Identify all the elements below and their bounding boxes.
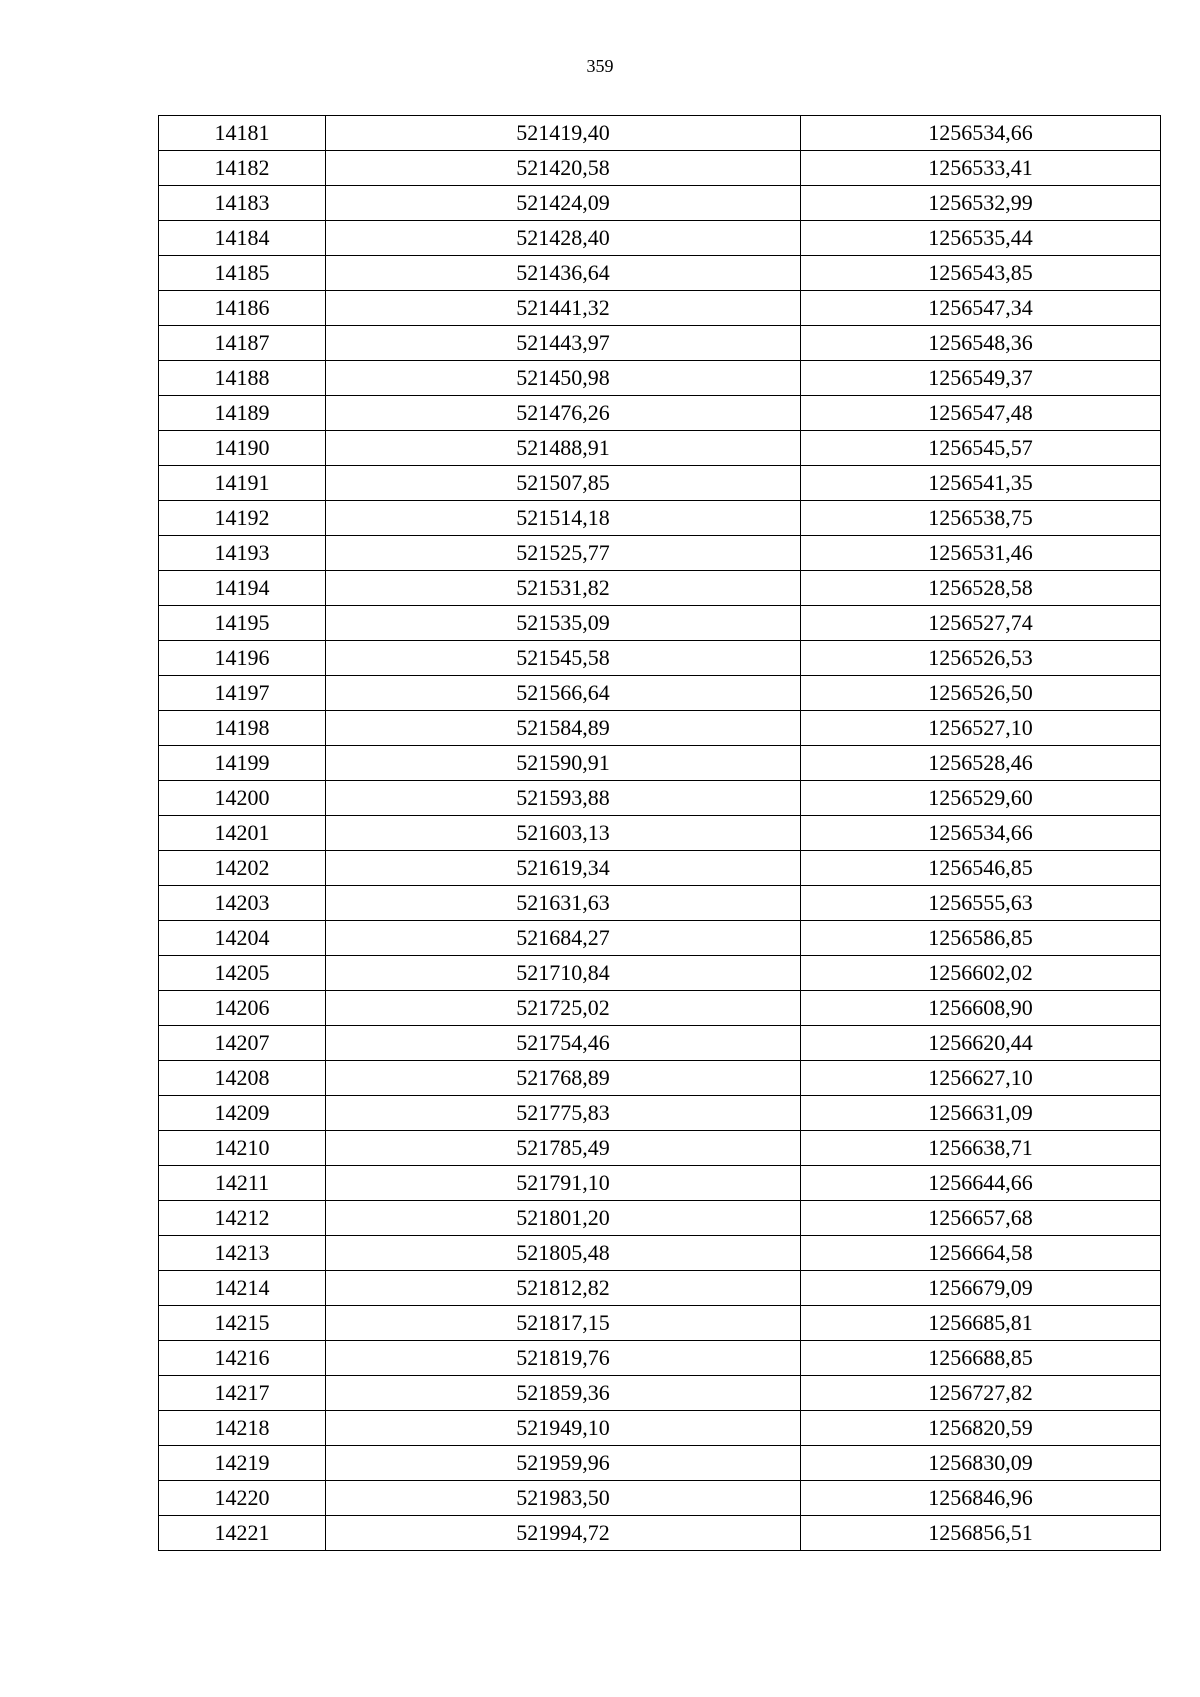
x-coordinate-cell: 521476,26 <box>326 396 801 431</box>
x-coordinate-cell: 521545,58 <box>326 641 801 676</box>
x-coordinate-cell: 521949,10 <box>326 1411 801 1446</box>
point-number-cell: 14188 <box>159 361 326 396</box>
x-coordinate-cell: 521631,63 <box>326 886 801 921</box>
y-coordinate-cell: 1256846,96 <box>801 1481 1161 1516</box>
x-coordinate-cell: 521450,98 <box>326 361 801 396</box>
x-coordinate-cell: 521754,46 <box>326 1026 801 1061</box>
y-coordinate-cell: 1256608,90 <box>801 991 1161 1026</box>
y-coordinate-cell: 1256820,59 <box>801 1411 1161 1446</box>
point-number-cell: 14217 <box>159 1376 326 1411</box>
table-row <box>159 431 1161 466</box>
point-number-cell: 14213 <box>159 1236 326 1271</box>
table-row <box>159 1446 1161 1481</box>
coordinate-table <box>158 115 1161 1551</box>
point-number-cell: 14206 <box>159 991 326 1026</box>
point-number-cell: 14202 <box>159 851 326 886</box>
y-coordinate-cell: 1256529,60 <box>801 781 1161 816</box>
point-number-cell: 14192 <box>159 501 326 536</box>
y-coordinate-cell: 1256533,41 <box>801 151 1161 186</box>
table-row <box>159 816 1161 851</box>
point-number-cell: 14214 <box>159 1271 326 1306</box>
y-coordinate-cell: 1256534,66 <box>801 116 1161 151</box>
x-coordinate-cell: 521959,96 <box>326 1446 801 1481</box>
x-coordinate-cell: 521424,09 <box>326 186 801 221</box>
point-number-cell: 14193 <box>159 536 326 571</box>
y-coordinate-cell: 1256638,71 <box>801 1131 1161 1166</box>
point-number-cell: 14221 <box>159 1516 326 1551</box>
page-number: 359 <box>586 56 614 76</box>
y-coordinate-cell: 1256546,85 <box>801 851 1161 886</box>
y-coordinate-cell: 1256586,85 <box>801 921 1161 956</box>
coordinate-table-body <box>159 116 1161 1551</box>
table-row <box>159 466 1161 501</box>
point-number-cell: 14209 <box>159 1096 326 1131</box>
y-coordinate-cell: 1256555,63 <box>801 886 1161 921</box>
y-coordinate-cell: 1256534,66 <box>801 816 1161 851</box>
x-coordinate-cell: 521725,02 <box>326 991 801 1026</box>
y-coordinate-cell: 1256856,51 <box>801 1516 1161 1551</box>
y-coordinate-cell: 1256528,58 <box>801 571 1161 606</box>
x-coordinate-cell: 521710,84 <box>326 956 801 991</box>
table-row <box>159 1481 1161 1516</box>
table-row <box>159 186 1161 221</box>
x-coordinate-cell: 521994,72 <box>326 1516 801 1551</box>
y-coordinate-cell: 1256830,09 <box>801 1446 1161 1481</box>
point-number-cell: 14218 <box>159 1411 326 1446</box>
x-coordinate-cell: 521428,40 <box>326 221 801 256</box>
y-coordinate-cell: 1256602,02 <box>801 956 1161 991</box>
y-coordinate-cell: 1256531,46 <box>801 536 1161 571</box>
table-row <box>159 151 1161 186</box>
y-coordinate-cell: 1256526,53 <box>801 641 1161 676</box>
y-coordinate-cell: 1256538,75 <box>801 501 1161 536</box>
table-row <box>159 851 1161 886</box>
x-coordinate-cell: 521775,83 <box>326 1096 801 1131</box>
y-coordinate-cell: 1256644,66 <box>801 1166 1161 1201</box>
point-number-cell: 14201 <box>159 816 326 851</box>
point-number-cell: 14205 <box>159 956 326 991</box>
point-number-cell: 14197 <box>159 676 326 711</box>
y-coordinate-cell: 1256528,46 <box>801 746 1161 781</box>
y-coordinate-cell: 1256545,57 <box>801 431 1161 466</box>
table-row <box>159 641 1161 676</box>
table-row <box>159 1341 1161 1376</box>
table-row <box>159 501 1161 536</box>
y-coordinate-cell: 1256543,85 <box>801 256 1161 291</box>
point-number-cell: 14200 <box>159 781 326 816</box>
y-coordinate-cell: 1256527,10 <box>801 711 1161 746</box>
y-coordinate-cell: 1256547,48 <box>801 396 1161 431</box>
y-coordinate-cell: 1256727,82 <box>801 1376 1161 1411</box>
x-coordinate-cell: 521603,13 <box>326 816 801 851</box>
table-row <box>159 1061 1161 1096</box>
x-coordinate-cell: 521507,85 <box>326 466 801 501</box>
table-row <box>159 956 1161 991</box>
point-number-cell: 14199 <box>159 746 326 781</box>
x-coordinate-cell: 521817,15 <box>326 1306 801 1341</box>
x-coordinate-cell: 521566,64 <box>326 676 801 711</box>
point-number-cell: 14194 <box>159 571 326 606</box>
y-coordinate-cell: 1256631,09 <box>801 1096 1161 1131</box>
point-number-cell: 14191 <box>159 466 326 501</box>
table-row <box>159 676 1161 711</box>
table-row <box>159 711 1161 746</box>
y-coordinate-cell: 1256535,44 <box>801 221 1161 256</box>
table-row <box>159 606 1161 641</box>
table-row <box>159 536 1161 571</box>
table-row <box>159 991 1161 1026</box>
table-row <box>159 571 1161 606</box>
table-row <box>159 746 1161 781</box>
y-coordinate-cell: 1256541,35 <box>801 466 1161 501</box>
x-coordinate-cell: 521584,89 <box>326 711 801 746</box>
x-coordinate-cell: 521488,91 <box>326 431 801 466</box>
x-coordinate-cell: 521801,20 <box>326 1201 801 1236</box>
x-coordinate-cell: 521819,76 <box>326 1341 801 1376</box>
x-coordinate-cell: 521525,77 <box>326 536 801 571</box>
point-number-cell: 14181 <box>159 116 326 151</box>
point-number-cell: 14203 <box>159 886 326 921</box>
y-coordinate-cell: 1256620,44 <box>801 1026 1161 1061</box>
point-number-cell: 14184 <box>159 221 326 256</box>
x-coordinate-cell: 521684,27 <box>326 921 801 956</box>
x-coordinate-cell: 521436,64 <box>326 256 801 291</box>
table-row <box>159 921 1161 956</box>
y-coordinate-cell: 1256526,50 <box>801 676 1161 711</box>
table-row <box>159 1271 1161 1306</box>
point-number-cell: 14182 <box>159 151 326 186</box>
x-coordinate-cell: 521805,48 <box>326 1236 801 1271</box>
x-coordinate-cell: 521420,58 <box>326 151 801 186</box>
y-coordinate-cell: 1256688,85 <box>801 1341 1161 1376</box>
point-number-cell: 14185 <box>159 256 326 291</box>
y-coordinate-cell: 1256664,58 <box>801 1236 1161 1271</box>
y-coordinate-cell: 1256657,68 <box>801 1201 1161 1236</box>
point-number-cell: 14219 <box>159 1446 326 1481</box>
table-row <box>159 396 1161 431</box>
x-coordinate-cell: 521619,34 <box>326 851 801 886</box>
point-number-cell: 14208 <box>159 1061 326 1096</box>
y-coordinate-cell: 1256532,99 <box>801 186 1161 221</box>
point-number-cell: 14215 <box>159 1306 326 1341</box>
x-coordinate-cell: 521514,18 <box>326 501 801 536</box>
table-row <box>159 1096 1161 1131</box>
point-number-cell: 14186 <box>159 291 326 326</box>
y-coordinate-cell: 1256547,34 <box>801 291 1161 326</box>
x-coordinate-cell: 521419,40 <box>326 116 801 151</box>
point-number-cell: 14187 <box>159 326 326 361</box>
table-row <box>159 781 1161 816</box>
x-coordinate-cell: 521812,82 <box>326 1271 801 1306</box>
table-row <box>159 221 1161 256</box>
table-row <box>159 326 1161 361</box>
table-row <box>159 1236 1161 1271</box>
y-coordinate-cell: 1256527,74 <box>801 606 1161 641</box>
point-number-cell: 14196 <box>159 641 326 676</box>
y-coordinate-cell: 1256549,37 <box>801 361 1161 396</box>
table-row <box>159 116 1161 151</box>
point-number-cell: 14183 <box>159 186 326 221</box>
y-coordinate-cell: 1256548,36 <box>801 326 1161 361</box>
table-row <box>159 1516 1161 1551</box>
table-row <box>159 1131 1161 1166</box>
x-coordinate-cell: 521785,49 <box>326 1131 801 1166</box>
table-row <box>159 1411 1161 1446</box>
x-coordinate-cell: 521441,32 <box>326 291 801 326</box>
table-row <box>159 1376 1161 1411</box>
point-number-cell: 14212 <box>159 1201 326 1236</box>
point-number-cell: 14189 <box>159 396 326 431</box>
x-coordinate-cell: 521443,97 <box>326 326 801 361</box>
x-coordinate-cell: 521531,82 <box>326 571 801 606</box>
table-row <box>159 886 1161 921</box>
y-coordinate-cell: 1256679,09 <box>801 1271 1161 1306</box>
table-row <box>159 1026 1161 1061</box>
x-coordinate-cell: 521791,10 <box>326 1166 801 1201</box>
x-coordinate-cell: 521768,89 <box>326 1061 801 1096</box>
point-number-cell: 14216 <box>159 1341 326 1376</box>
point-number-cell: 14220 <box>159 1481 326 1516</box>
x-coordinate-cell: 521859,36 <box>326 1376 801 1411</box>
point-number-cell: 14195 <box>159 606 326 641</box>
x-coordinate-cell: 521535,09 <box>326 606 801 641</box>
point-number-cell: 14204 <box>159 921 326 956</box>
y-coordinate-cell: 1256627,10 <box>801 1061 1161 1096</box>
x-coordinate-cell: 521983,50 <box>326 1481 801 1516</box>
point-number-cell: 14207 <box>159 1026 326 1061</box>
table-row <box>159 291 1161 326</box>
point-number-cell: 14198 <box>159 711 326 746</box>
table-row <box>159 1306 1161 1341</box>
table-row <box>159 361 1161 396</box>
x-coordinate-cell: 521593,88 <box>326 781 801 816</box>
table-row <box>159 256 1161 291</box>
y-coordinate-cell: 1256685,81 <box>801 1306 1161 1341</box>
table-row <box>159 1201 1161 1236</box>
x-coordinate-cell: 521590,91 <box>326 746 801 781</box>
point-number-cell: 14210 <box>159 1131 326 1166</box>
table-row <box>159 1166 1161 1201</box>
point-number-cell: 14190 <box>159 431 326 466</box>
point-number-cell: 14211 <box>159 1166 326 1201</box>
